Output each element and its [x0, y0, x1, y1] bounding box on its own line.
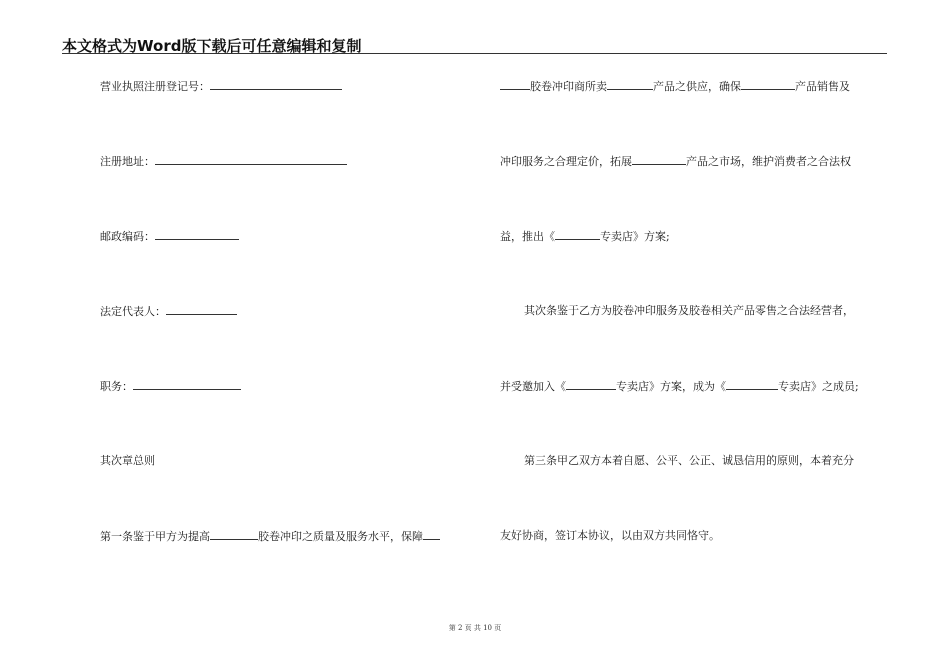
right-p2-blank — [632, 154, 686, 165]
right-para-1 — [500, 79, 850, 94]
article-1-blank-1 — [210, 529, 258, 540]
header-title: 本文格式为Word版下载后可任意编辑和复制 — [62, 37, 362, 55]
postal-code-line — [100, 229, 239, 244]
right-p3-text-a: 益，推出《 — [500, 230, 555, 243]
article-3-line: 第三条甲乙双方本着自愿、公平、公正、诚恳信用的原则，本着充分 — [524, 454, 854, 467]
article-2-line: 其次条鉴于乙方为胶卷冲印服务及胶卷相关产品零售之合法经营者， — [524, 304, 854, 317]
right-p1-text-b: 产品之供应，确保 — [653, 80, 741, 93]
position-label: 职务： — [100, 380, 133, 393]
right-p3-text-b: 专卖店》方案; — [600, 230, 670, 243]
legal-rep-blank — [166, 304, 237, 315]
postal-code-blank — [155, 229, 239, 240]
article-1-blank-2 — [423, 529, 440, 540]
right-p5-blank-1 — [566, 379, 616, 390]
right-para-5 — [500, 379, 859, 394]
position-blank — [133, 379, 241, 390]
right-p1-blank-1 — [500, 79, 530, 90]
postal-code-label: 邮政编码： — [100, 230, 155, 243]
chapter-title: 其次章总则 — [100, 454, 155, 467]
right-p2-text-a: 冲印服务之合理定价，拓展 — [500, 155, 632, 168]
address-line — [100, 154, 347, 169]
article-1-line — [100, 529, 440, 544]
right-para-3 — [500, 229, 670, 244]
license-number-blank — [210, 79, 342, 90]
article-1-text-b: 胶卷冲印之质量及服务水平，保障 — [258, 530, 423, 543]
license-number-line — [100, 79, 342, 94]
legal-rep-line — [100, 304, 237, 319]
right-p2-text-b: 产品之市场，维护消费者之合法权 — [686, 155, 851, 168]
address-blank — [155, 154, 347, 165]
right-para-7: 友好协商，签订本协议，以由双方共同恪守。 — [500, 529, 720, 542]
position-line — [100, 379, 241, 394]
license-number-label: 营业执照注册登记号： — [100, 80, 210, 93]
article-1-text-a: 第一条鉴于甲方为提高 — [100, 530, 210, 543]
right-p1-blank-2 — [607, 79, 653, 90]
right-p3-blank — [555, 229, 600, 240]
right-p5-text-c: 专卖店》之成员; — [778, 380, 859, 393]
right-p1-blank-3 — [741, 79, 795, 90]
right-p1-text-c: 产品销售及 — [795, 80, 850, 93]
header-rule — [62, 53, 887, 54]
right-p5-text-b: 专卖店》方案，成为《 — [616, 380, 726, 393]
right-para-2 — [500, 154, 851, 169]
page-footer: 第 2 页 共 10 页 — [448, 624, 502, 632]
right-p1-text-a: 胶卷冲印商所卖 — [530, 80, 607, 93]
address-label: 注册地址： — [100, 155, 155, 168]
right-p5-text-a: 并受邀加入《 — [500, 380, 566, 393]
right-p5-blank-2 — [726, 379, 778, 390]
legal-rep-label: 法定代表人： — [100, 305, 166, 318]
